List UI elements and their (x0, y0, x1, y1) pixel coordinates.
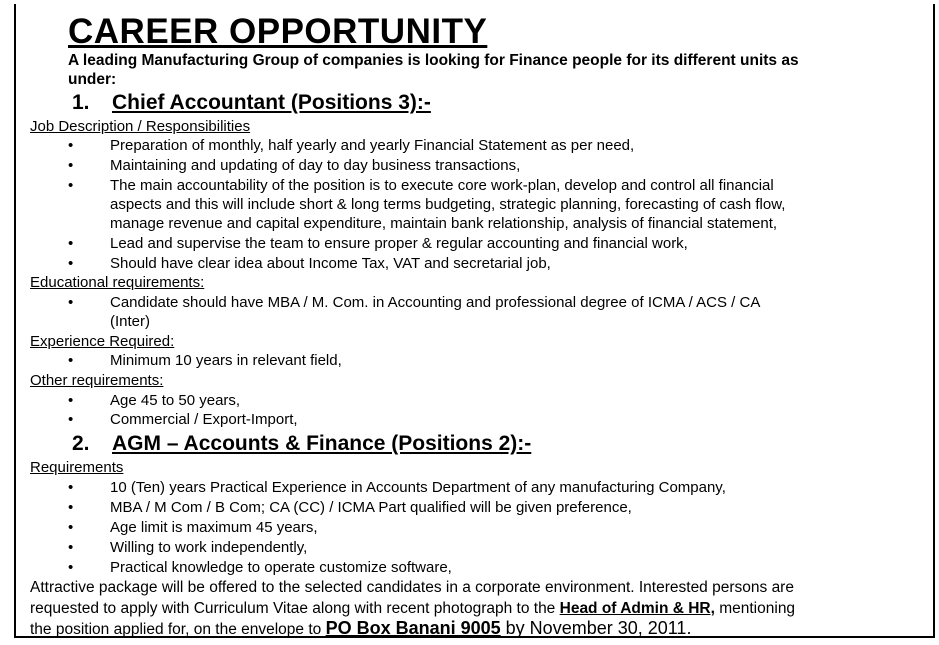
closing-line-3: the position applied for, on the envelope to PO Box Banani 9005 by November 30, 2011. (30, 618, 692, 638)
position-2-number: 2. (72, 432, 90, 455)
education-heading: Educational requirements: (30, 274, 205, 291)
bullet-icon: • (68, 519, 74, 536)
closing-line-2: requested to apply with Curriculum Vitae along with recent photograph to the Head of Admin & HR, mentioning (30, 600, 796, 617)
bullet-icon: • (68, 539, 74, 556)
recipient-name: Head of Admin & HR, (559, 600, 715, 617)
deadline-date: by November 30, 2011. (500, 618, 692, 638)
bullet-icon: • (68, 255, 74, 272)
intro-line-2: under: (68, 71, 117, 88)
bullet-icon: • (68, 479, 74, 496)
bullet-icon: • (68, 499, 74, 516)
other-requirements-heading: Other requirements: (30, 372, 164, 389)
closing-line-1: Attractive package will be offered to the selected candidates in a corporate environment. Interested persons are (30, 579, 794, 596)
job-description-heading: Job Description / Responsibilities (30, 118, 251, 135)
position-2-title: AGM – Accounts & Finance (Positions 2):- (112, 432, 532, 455)
bullet-icon: • (68, 559, 74, 576)
position-2-heading (72, 432, 531, 456)
bullet-icon: • (68, 235, 74, 252)
position-1-title: Chief Accountant (Positions 3):- (112, 91, 431, 114)
bullet-icon: • (68, 294, 74, 311)
experience-heading: Experience Required: (30, 333, 175, 350)
bullet-icon: • (68, 157, 74, 174)
bullet-icon: • (68, 137, 74, 154)
po-box-address: PO Box Banani 9005 (325, 618, 501, 638)
page-title: CAREER OPPORTUNITY (68, 12, 488, 51)
bullet-icon: • (68, 411, 74, 428)
bullet-icon: • (68, 392, 74, 409)
requirements-heading: Requirements (30, 459, 124, 476)
bullet-icon: • (68, 177, 74, 194)
position-1-number: 1. (72, 91, 90, 114)
job-advertisement: CAREER OPPORTUNITY A leading Manufacturing Group of companies is looking for Finance people for its different units as under: 1. Chief Accountant (Positions 3):- Job Description / Responsibilities • Preparation of monthly, half yearly and yearly Financial Statement as per need, • Maintaining and updating of day to day business transactions, • The main accountability of the position is to execute core work-plan, develop and control all financial aspects and this will include short & long terms budgeting, strategic planning, forecasting of cash flow, manage revenue and capital expenditure, maintain bank relationship, analysis of financial statement, • Lead and supervise the team to ensure proper & regular accounting and financial work, • Should have clear idea about Income Tax, VAT and secretarial job, Educational requirements: • Candidate should have MBA / M. Com. in Accounting and professional degree of ICMA / ACS / CA (Inter) Experience Required: • Minimum 10 years in relevant field, Other requirements: • Age 45 to 50 years, • Commercial / Export-Import, 2. AGM – Accounts & Finance (Positions 2):- Requirements • 10 (Ten) years Practical Experience in Accounts Department of any manufacturing Company, • MBA / M Com / B Com; CA (CC) / ICMA Part qualified will be given preference, • Age limit is maximum 45 years, • Willing to work independently, • Practical knowledge to operate customize software, Attractive package will be offered to the selected candidates in a corporate environment. Interested persons are requested to apply with Curriculum Vitae along with recent photograph to the Head of Admin & HR, mentioning the position applied for, on the envelope to PO Box Banani 9005 by November 30, 2011. (14, 4, 935, 638)
bullet-icon: • (68, 352, 74, 369)
position-1-heading (72, 91, 431, 115)
intro-line-1: A leading Manufacturing Group of companies is looking for Finance people for its different units as (68, 52, 799, 69)
